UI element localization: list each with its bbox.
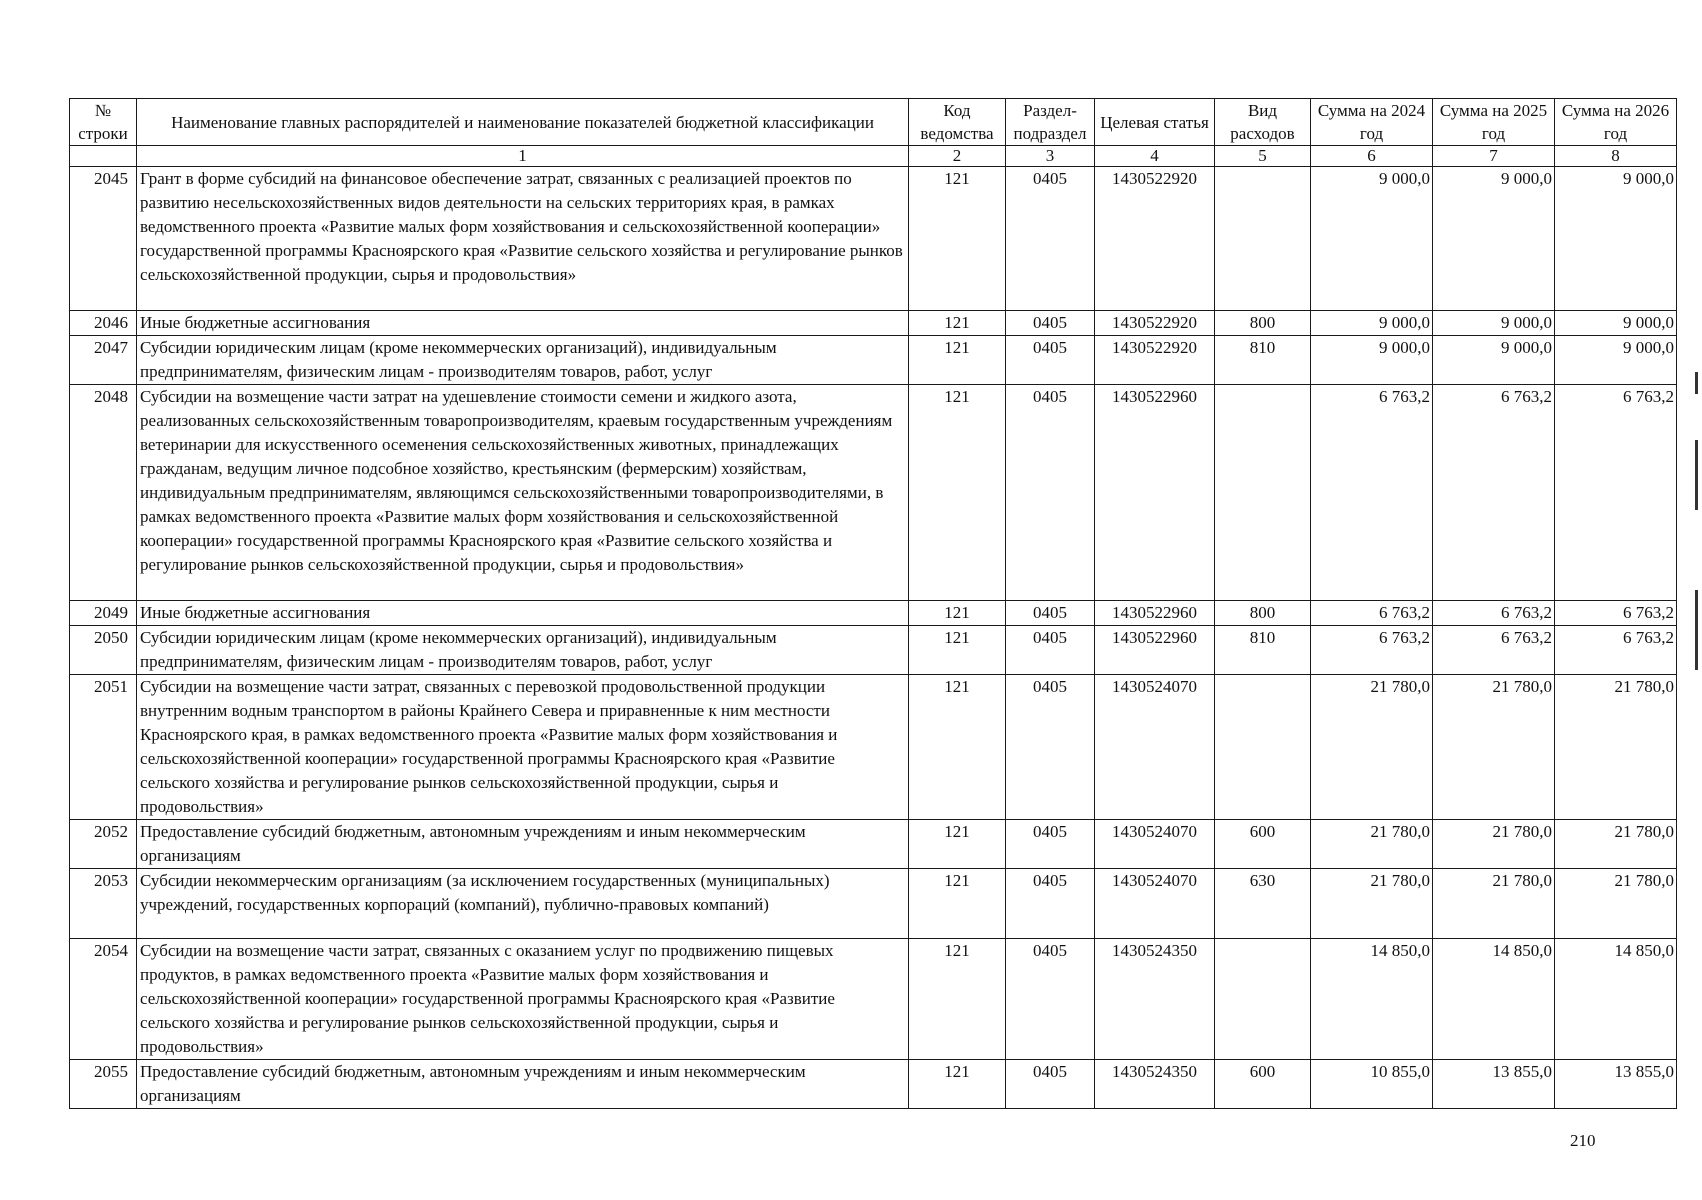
sum-2025: 14 850,0	[1433, 939, 1555, 1060]
department-code: 121	[909, 385, 1006, 601]
row-number: 2055	[70, 1060, 137, 1109]
section-code: 0405	[1006, 385, 1095, 601]
row-number: 2053	[70, 869, 137, 939]
target-article: 1430522960	[1095, 601, 1215, 626]
header-sum-2026: Сумма на 2026 год	[1555, 99, 1677, 146]
row-number: 2049	[70, 601, 137, 626]
column-number: 2	[909, 146, 1006, 167]
section-code: 0405	[1006, 1060, 1095, 1109]
section-code: 0405	[1006, 675, 1095, 820]
sum-2024: 21 780,0	[1311, 675, 1433, 820]
row-name: Предоставление субсидий бюджетным, автономным учреждениям и иным некоммерческим организациям	[137, 820, 909, 869]
table-row	[70, 385, 1677, 601]
sum-2024: 14 850,0	[1311, 939, 1433, 1060]
row-number: 2054	[70, 939, 137, 1060]
target-article: 1430524350	[1095, 1060, 1215, 1109]
department-code: 121	[909, 869, 1006, 939]
sum-2026: 6 763,2	[1555, 385, 1677, 601]
sum-2024: 10 855,0	[1311, 1060, 1433, 1109]
table-row	[70, 601, 1677, 626]
expense-type: 810	[1215, 626, 1311, 675]
sum-2026: 13 855,0	[1555, 1060, 1677, 1109]
column-number: 3	[1006, 146, 1095, 167]
target-article: 1430522920	[1095, 167, 1215, 311]
department-code: 121	[909, 311, 1006, 336]
sum-2025: 21 780,0	[1433, 675, 1555, 820]
row-name: Субсидии на возмещение части затрат на удешевление стоимости семени и жидкого азота, реализованных сельскохозяйственным товаропроизводителям, краевым государственным учреждениям ветеринарии для искусственного осеменения сельскохозяйственных животных, принадлежащих гражданам, ведущим личное подсобное хозяйство, крестьянским (фермерским) хозяйствам, индивидуальным предпринимателям, являющимся сельскохозяйственными товаропроизводителями, в рамках ведомственного проекта «Развитие малых форм хозяйствования и сельскохозяйственной кооперации» государственной программы Красноярского края «Развитие сельского хозяйства и регулирование рынков сельскохозяйственной продукции, сырья и продовольствия»	[137, 385, 909, 601]
target-article: 1430524070	[1095, 675, 1215, 820]
column-number: 7	[1433, 146, 1555, 167]
sum-2024: 21 780,0	[1311, 820, 1433, 869]
column-number-blank	[70, 146, 137, 167]
section-code: 0405	[1006, 939, 1095, 1060]
header-row	[70, 99, 1677, 146]
page-number: 210	[1570, 1131, 1596, 1150]
sum-2025: 6 763,2	[1433, 385, 1555, 601]
sum-2026: 21 780,0	[1555, 820, 1677, 869]
sum-2024: 21 780,0	[1311, 869, 1433, 939]
department-code: 121	[909, 820, 1006, 869]
expense-type: 800	[1215, 601, 1311, 626]
expense-type	[1215, 167, 1311, 311]
department-code: 121	[909, 601, 1006, 626]
table-row	[70, 336, 1677, 385]
row-number: 2052	[70, 820, 137, 869]
row-name: Субсидии юридическим лицам (кроме некоммерческих организаций), индивидуальным предпринимателям, физическим лицам - производителям товаров, работ, услуг	[137, 626, 909, 675]
sum-2024: 9 000,0	[1311, 167, 1433, 311]
target-article: 1430522920	[1095, 336, 1215, 385]
sum-2025: 9 000,0	[1433, 336, 1555, 385]
target-article: 1430522920	[1095, 311, 1215, 336]
sum-2025: 6 763,2	[1433, 601, 1555, 626]
header-sum-2025: Сумма на 2025 год	[1433, 99, 1555, 146]
department-code: 121	[909, 939, 1006, 1060]
budget-table	[69, 98, 1677, 1109]
sum-2025: 9 000,0	[1433, 311, 1555, 336]
sum-2026: 14 850,0	[1555, 939, 1677, 1060]
expense-type	[1215, 675, 1311, 820]
row-name: Грант в форме субсидий на финансовое обеспечение затрат, связанных с реализацией проектов по развитию несельскохозяйственных видов деятельности на сельских территориях края, в рамках ведомственного проекта «Развитие малых форм хозяйствования и сельскохозяйственной кооперации» государственной программы Красноярского края «Развитие сельского хозяйства и регулирование рынков сельскохозяйственной продукции, сырья и продовольствия»	[137, 167, 909, 311]
header-sum-2024: Сумма на 2024 год	[1311, 99, 1433, 146]
column-number: 5	[1215, 146, 1311, 167]
sum-2024: 6 763,2	[1311, 601, 1433, 626]
column-number: 4	[1095, 146, 1215, 167]
department-code: 121	[909, 1060, 1006, 1109]
header-row-number: № строки	[70, 99, 137, 146]
column-number-row	[70, 146, 1677, 167]
section-code: 0405	[1006, 311, 1095, 336]
expense-type	[1215, 385, 1311, 601]
sum-2024: 9 000,0	[1311, 336, 1433, 385]
sum-2025: 21 780,0	[1433, 820, 1555, 869]
department-code: 121	[909, 336, 1006, 385]
department-code: 121	[909, 675, 1006, 820]
sum-2025: 13 855,0	[1433, 1060, 1555, 1109]
expense-type: 600	[1215, 1060, 1311, 1109]
department-code: 121	[909, 626, 1006, 675]
row-name: Предоставление субсидий бюджетным, автономным учреждениям и иным некоммерческим организациям	[137, 1060, 909, 1109]
row-name: Иные бюджетные ассигнования	[137, 601, 909, 626]
header-section: Раздел-подраздел	[1006, 99, 1095, 146]
row-number: 2047	[70, 336, 137, 385]
sum-2024: 9 000,0	[1311, 311, 1433, 336]
target-article: 1430522960	[1095, 626, 1215, 675]
scan-artifact-mark	[1695, 440, 1698, 510]
sum-2026: 9 000,0	[1555, 336, 1677, 385]
expense-type: 630	[1215, 869, 1311, 939]
table-row	[70, 167, 1677, 311]
sum-2025: 9 000,0	[1433, 167, 1555, 311]
row-number: 2051	[70, 675, 137, 820]
expense-type: 600	[1215, 820, 1311, 869]
section-code: 0405	[1006, 336, 1095, 385]
section-code: 0405	[1006, 601, 1095, 626]
table-row	[70, 869, 1677, 939]
header-department-code: Код ведомства	[909, 99, 1006, 146]
sum-2026: 9 000,0	[1555, 167, 1677, 311]
section-code: 0405	[1006, 820, 1095, 869]
table-row	[70, 820, 1677, 869]
scan-artifact-mark	[1695, 372, 1698, 394]
table-row	[70, 626, 1677, 675]
expense-type: 800	[1215, 311, 1311, 336]
expense-type: 810	[1215, 336, 1311, 385]
column-number: 8	[1555, 146, 1677, 167]
sum-2024: 6 763,2	[1311, 626, 1433, 675]
section-code: 0405	[1006, 167, 1095, 311]
target-article: 1430524070	[1095, 869, 1215, 939]
sum-2026: 9 000,0	[1555, 311, 1677, 336]
department-code: 121	[909, 167, 1006, 311]
header-expense-type: Вид расходов	[1215, 99, 1311, 146]
table-row	[70, 939, 1677, 1060]
sum-2026: 21 780,0	[1555, 869, 1677, 939]
row-number: 2050	[70, 626, 137, 675]
row-name: Иные бюджетные ассигнования	[137, 311, 909, 336]
table-row	[70, 675, 1677, 820]
target-article: 1430522960	[1095, 385, 1215, 601]
row-number: 2045	[70, 167, 137, 311]
row-name: Субсидии юридическим лицам (кроме некоммерческих организаций), индивидуальным предпринимателям, физическим лицам - производителям товаров, работ, услуг	[137, 336, 909, 385]
section-code: 0405	[1006, 626, 1095, 675]
sum-2026: 21 780,0	[1555, 675, 1677, 820]
expense-type	[1215, 939, 1311, 1060]
column-number: 6	[1311, 146, 1433, 167]
row-name: Субсидии на возмещение части затрат, связанных с оказанием услуг по продвижению пищевых продуктов, в рамках ведомственного проекта «Развитие малых форм хозяйствования и сельскохозяйственной кооперации» государственной программы Красноярского края «Развитие сельского хозяйства и регулирование рынков сельскохозяйственной продукции, сырья и продовольствия»	[137, 939, 909, 1060]
row-number: 2046	[70, 311, 137, 336]
sum-2024: 6 763,2	[1311, 385, 1433, 601]
sum-2025: 21 780,0	[1433, 869, 1555, 939]
row-name: Субсидии некоммерческим организациям (за исключением государственных (муниципальных) учреждений, государственных корпораций (компаний), публично-правовых компаний)	[137, 869, 909, 939]
table-row	[70, 1060, 1677, 1109]
sum-2026: 6 763,2	[1555, 601, 1677, 626]
sum-2025: 6 763,2	[1433, 626, 1555, 675]
header-target-article: Целевая статья	[1095, 99, 1215, 146]
sum-2026: 6 763,2	[1555, 626, 1677, 675]
column-number: 1	[137, 146, 909, 167]
table-row	[70, 311, 1677, 336]
header-name: Наименование главных распорядителей и наименование показателей бюджетной классификации	[137, 99, 909, 146]
row-number: 2048	[70, 385, 137, 601]
row-name: Субсидии на возмещение части затрат, связанных с перевозкой продовольственной продукции внутренним водным транспортом в районы Крайнего Севера и приравненные к ним местности Красноярского края, в рамках ведомственного проекта «Развитие малых форм хозяйствования и сельскохозяйственной кооперации» государственной программы Красноярского края «Развитие сельского хозяйства и регулирование рынков сельскохозяйственной продукции, сырья и продовольствия»	[137, 675, 909, 820]
section-code: 0405	[1006, 869, 1095, 939]
target-article: 1430524070	[1095, 820, 1215, 869]
target-article: 1430524350	[1095, 939, 1215, 1060]
scan-artifact-mark	[1695, 590, 1698, 670]
